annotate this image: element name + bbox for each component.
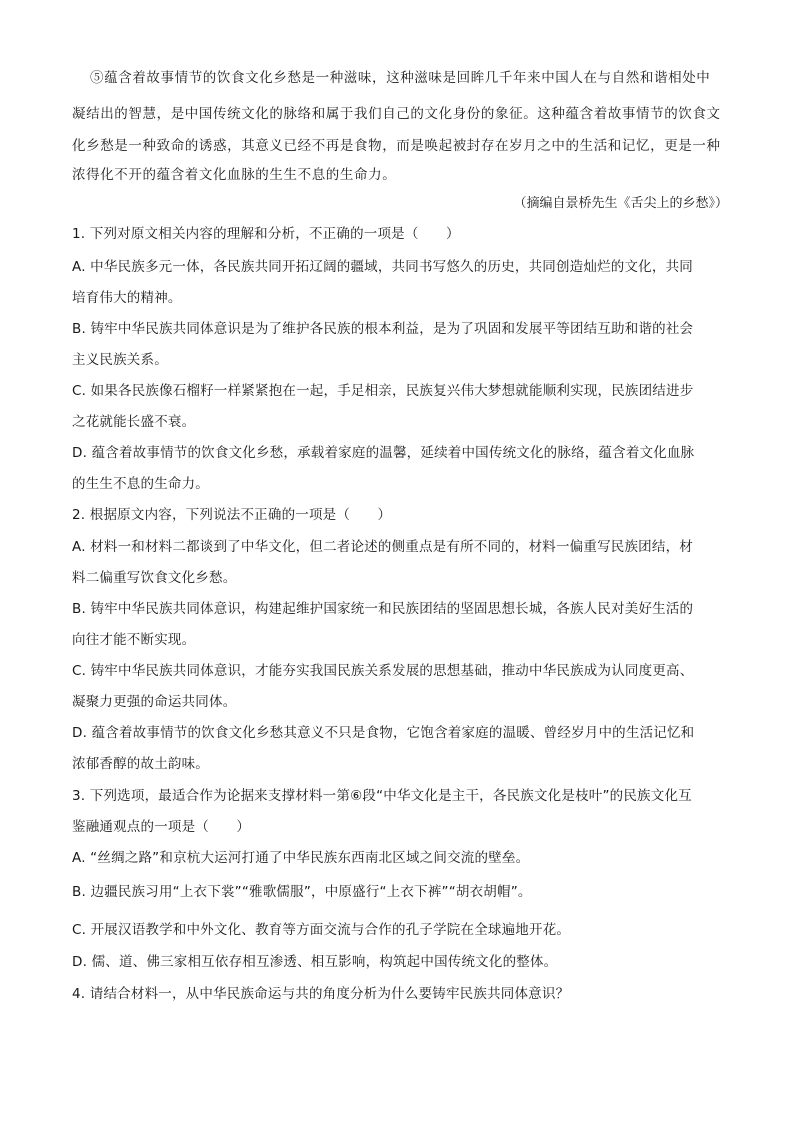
option-line: 料二偏重写饮食文化乡愁。 xyxy=(72,570,237,586)
question-stem: 4. 请结合材料一，从中华民族命运与共的角度分析为什么要铸牢民族共同体意识？ xyxy=(72,986,570,1002)
option-line: 的生生不息的生命力。 xyxy=(72,476,209,492)
option-line: 浓郁香醇的故土韵味。 xyxy=(72,756,209,772)
question-stem: 鉴融通观点的一项是（ ） xyxy=(72,819,251,835)
option-line: 培育伟大的精神。 xyxy=(72,290,182,306)
question-stem: 3. 下列选项，最适合作为论据来支撑材料一第⑥段“中华文化是主干，各民族文化是枝叶”的民族文化互 xyxy=(72,788,692,804)
option-line: C. 铸牢中华民族共同体意识，才能夯实我国民族关系发展的思想基础，推动中华民族成为认同度更高、 xyxy=(72,663,694,679)
passage-line: 浓得化不开的蕴含着文化血脉的生生不息的生命力。 xyxy=(72,167,397,183)
option-line: B. 铸牢中华民族共同体意识是为了维护各民族的根本利益，是为了巩固和发展平等团结互助和谐的社会 xyxy=(72,321,694,337)
option-line: 向往才能不断实现。 xyxy=(72,632,196,648)
option-line: A. “丝绸之路”和京杭大运河打通了中华民族东西南北区域之间交流的壁垒。 xyxy=(72,850,530,866)
option-line: A. 中华民族多元一体，各民族共同开拓辽阔的疆域，共同书写悠久的历史，共同创造灿烂的文化，共同 xyxy=(72,259,693,275)
source-citation: （摘编自景桥先生《舌尖上的乡愁》） xyxy=(513,196,728,211)
option-line: D. 儒、道、佛三家相互依存相互渗透、相互影响，构筑起中国传统文化的整体。 xyxy=(72,954,558,970)
passage-line: ⑤蕴含着故事情节的饮食文化乡愁是一种滋味，这种滋味是回眸几千年来中国人在与自然和谐相处中 xyxy=(90,70,711,86)
option-line: A. 材料一和材料二都谈到了中华文化，但二者论述的侧重点是有所不同的，材料一偏重写民族团结，材 xyxy=(72,539,693,555)
question-stem: 1. 下列对原文相关内容的理解和分析，不正确的一项是（ ） xyxy=(72,226,460,242)
question-stem: 2. 根据原文内容，下列说法不正确的一项是（ ） xyxy=(72,507,392,523)
option-line: C. 开展汉语教学和中外文化、教育等方面交流与合作的孔子学院在全球遍地开花。 xyxy=(72,922,571,938)
passage-line: 化乡愁是一种致命的诱惑，其意义已经不再是食物，而是唤起被封存在岁月之中的生活和记忆，更是一种 xyxy=(72,138,721,154)
option-line: D. 蕴含着故事情节的饮食文化乡愁其意义不只是食物，它饱含着家庭的温暖、曾经岁月中的生活记忆和 xyxy=(72,725,695,741)
option-line: B. 铸牢中华民族共同体意识，构建起维护国家统一和民族团结的坚固思想长城，各族人民对美好生活的 xyxy=(72,601,694,617)
option-line: C. 如果各民族像石榴籽一样紧紧抱在一起，手足相亲，民族复兴伟大梦想就能顺利实现，民族团结进步 xyxy=(72,383,694,399)
passage-line: 凝结出的智慧，是中国传统文化的脉络和属于我们自己的文化身份的象征。这种蕴含着故事情节的饮食文 xyxy=(72,106,721,122)
option-line: 凝聚力更强的命运共同体。 xyxy=(72,694,237,710)
option-line: D. 蕴含着故事情节的饮食文化乡愁，承载着家庭的温馨，延续着中国传统文化的脉络，蕴含着文化血脉 xyxy=(72,445,695,461)
option-line: 主义民族关系。 xyxy=(72,352,168,368)
option-line: 之花就能长盛不衰。 xyxy=(72,414,196,430)
option-line: B. 边疆民族习用“上衣下裳”“雅歌儒服”，中原盛行“上衣下裤”“胡衣胡帽”。 xyxy=(72,884,532,900)
